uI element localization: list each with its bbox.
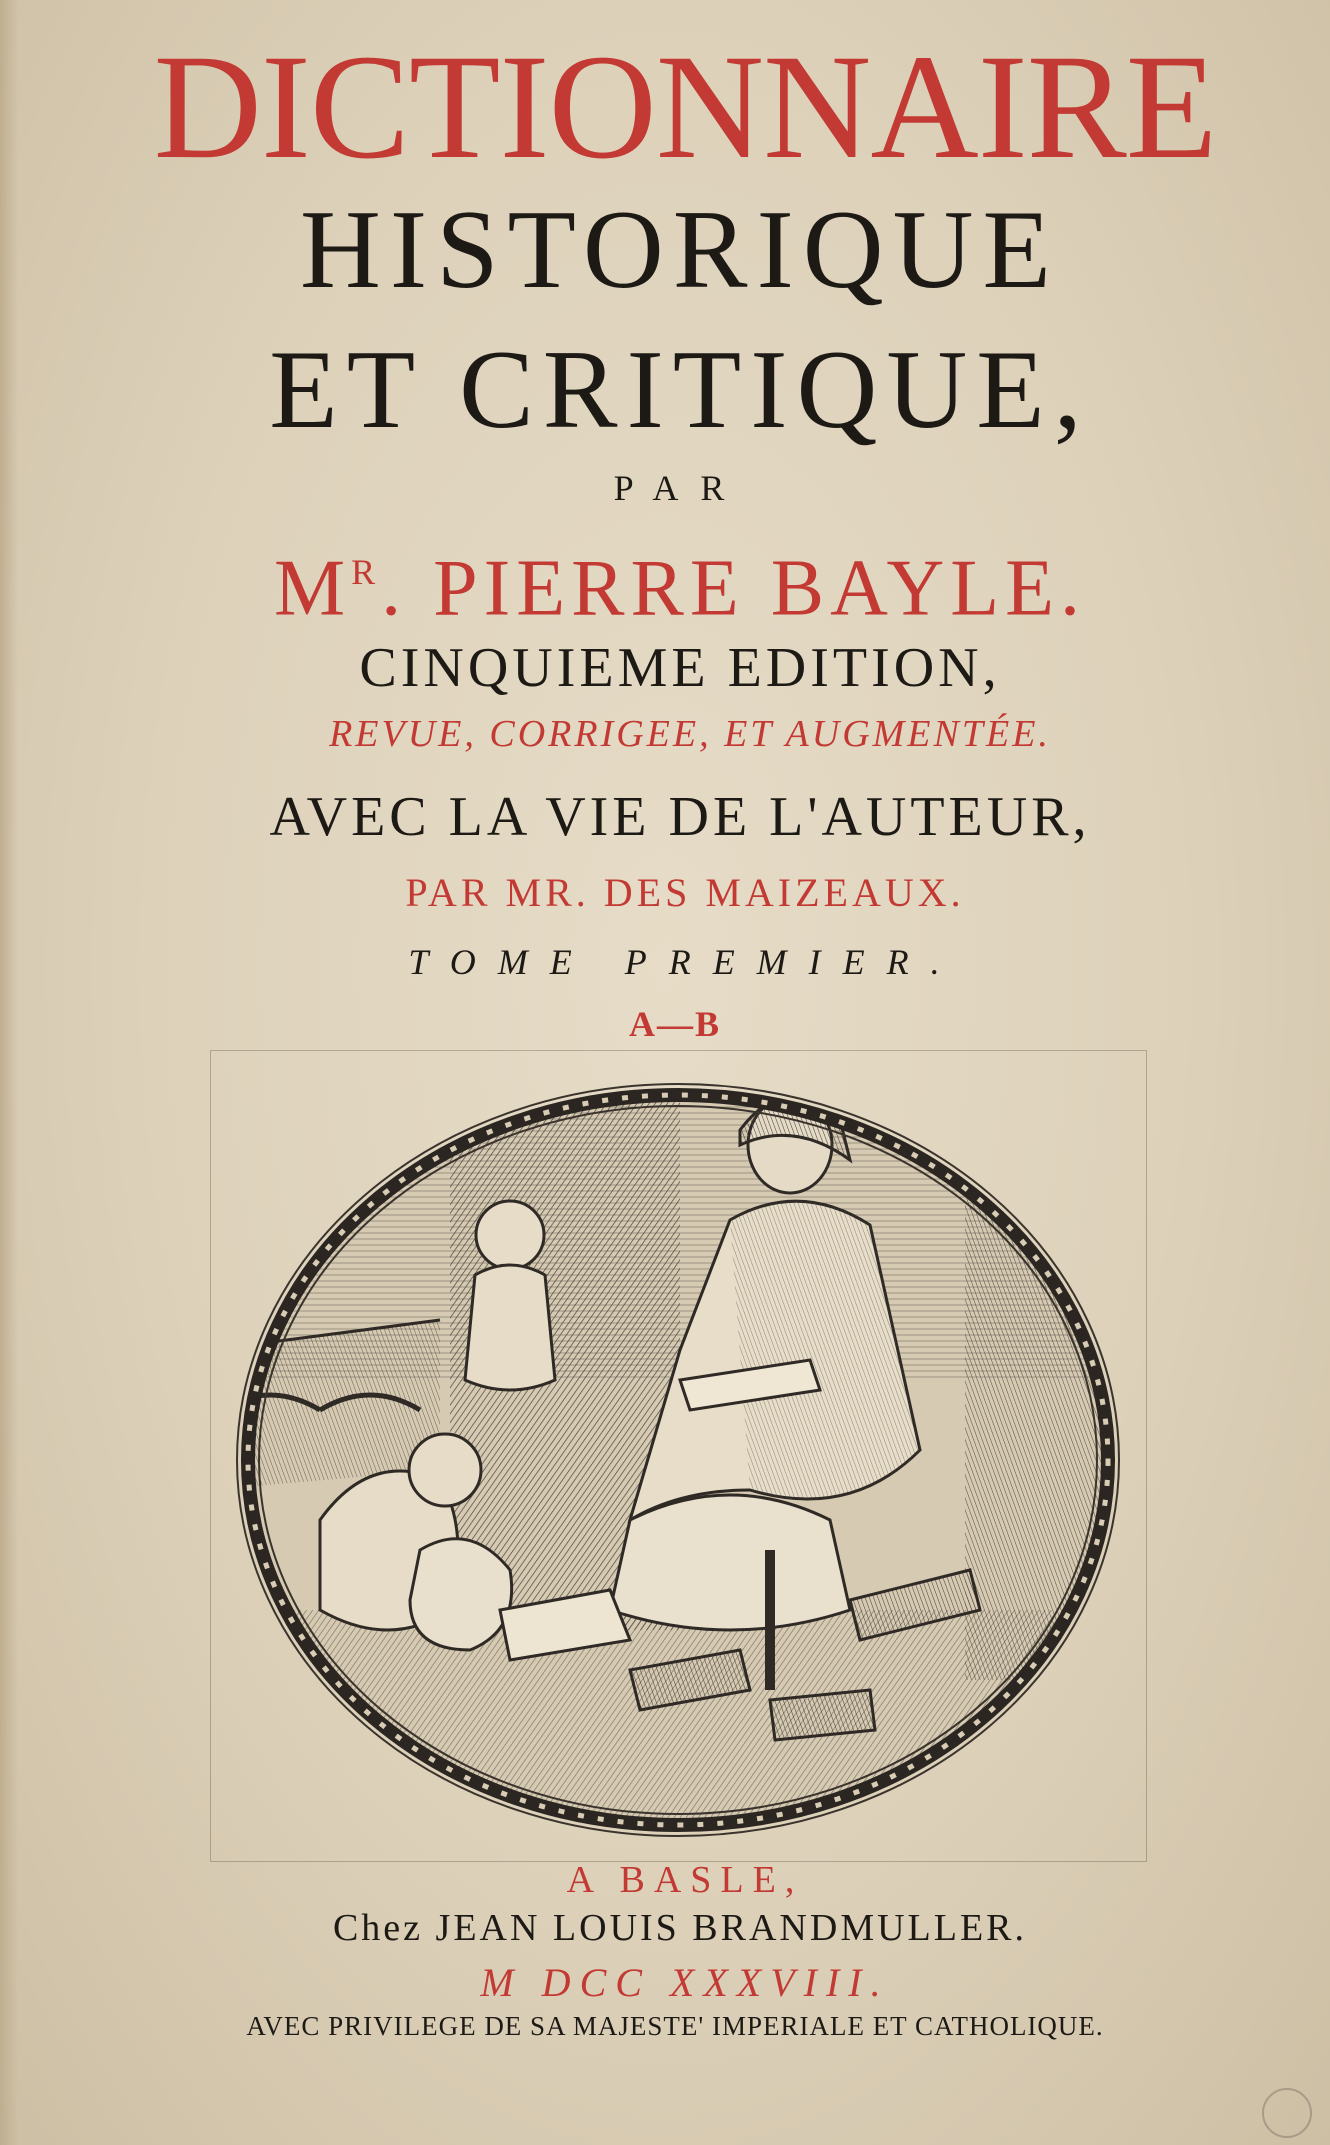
imprint-privilege: AVEC PRIVILEGE DE SA MAJESTE' IMPERIALE ET CATHOLIQUE. — [246, 2011, 1104, 2041]
publisher-name: JEAN LOUIS BRANDMULLER. — [435, 1907, 1028, 1949]
imprint-publisher-line — [0, 1906, 1330, 1950]
minerva-engraving-icon — [210, 1050, 1145, 1860]
author-prefix: M — [273, 544, 352, 633]
imprint-year: M DCC XXXVIII. — [480, 1960, 890, 2005]
title-line-et-critique: ET CRITIQUE, — [269, 328, 1091, 452]
imprint-place: A BASLE, — [566, 1859, 804, 1901]
edition-note: REVUE, CORRIGEE, ET AUGMENTÉE. — [329, 713, 1051, 755]
title-line-historique: HISTORIQUE — [300, 188, 1060, 312]
author-prefix-superscript: R — [351, 552, 382, 592]
by-line: PAR — [613, 468, 747, 508]
life-author-line: PAR MR. DES MAIZEAUX. — [405, 870, 965, 915]
author-name: . PIERRE BAYLE. — [381, 544, 1087, 633]
volume-line: TOME PREMIER. — [408, 942, 962, 982]
title-line-dictionnaire: DICTIONNAIRE — [153, 24, 1217, 190]
library-stamp-icon — [1262, 2088, 1312, 2138]
publisher-prefix: Chez — [332, 1907, 424, 1949]
life-line: AVEC LA VIE DE L'AUTEUR, — [269, 786, 1091, 848]
edition-line: CINQUIEME EDITION, — [359, 637, 1001, 699]
letter-range: A—B — [628, 1004, 721, 1044]
author-line — [0, 527, 1330, 634]
